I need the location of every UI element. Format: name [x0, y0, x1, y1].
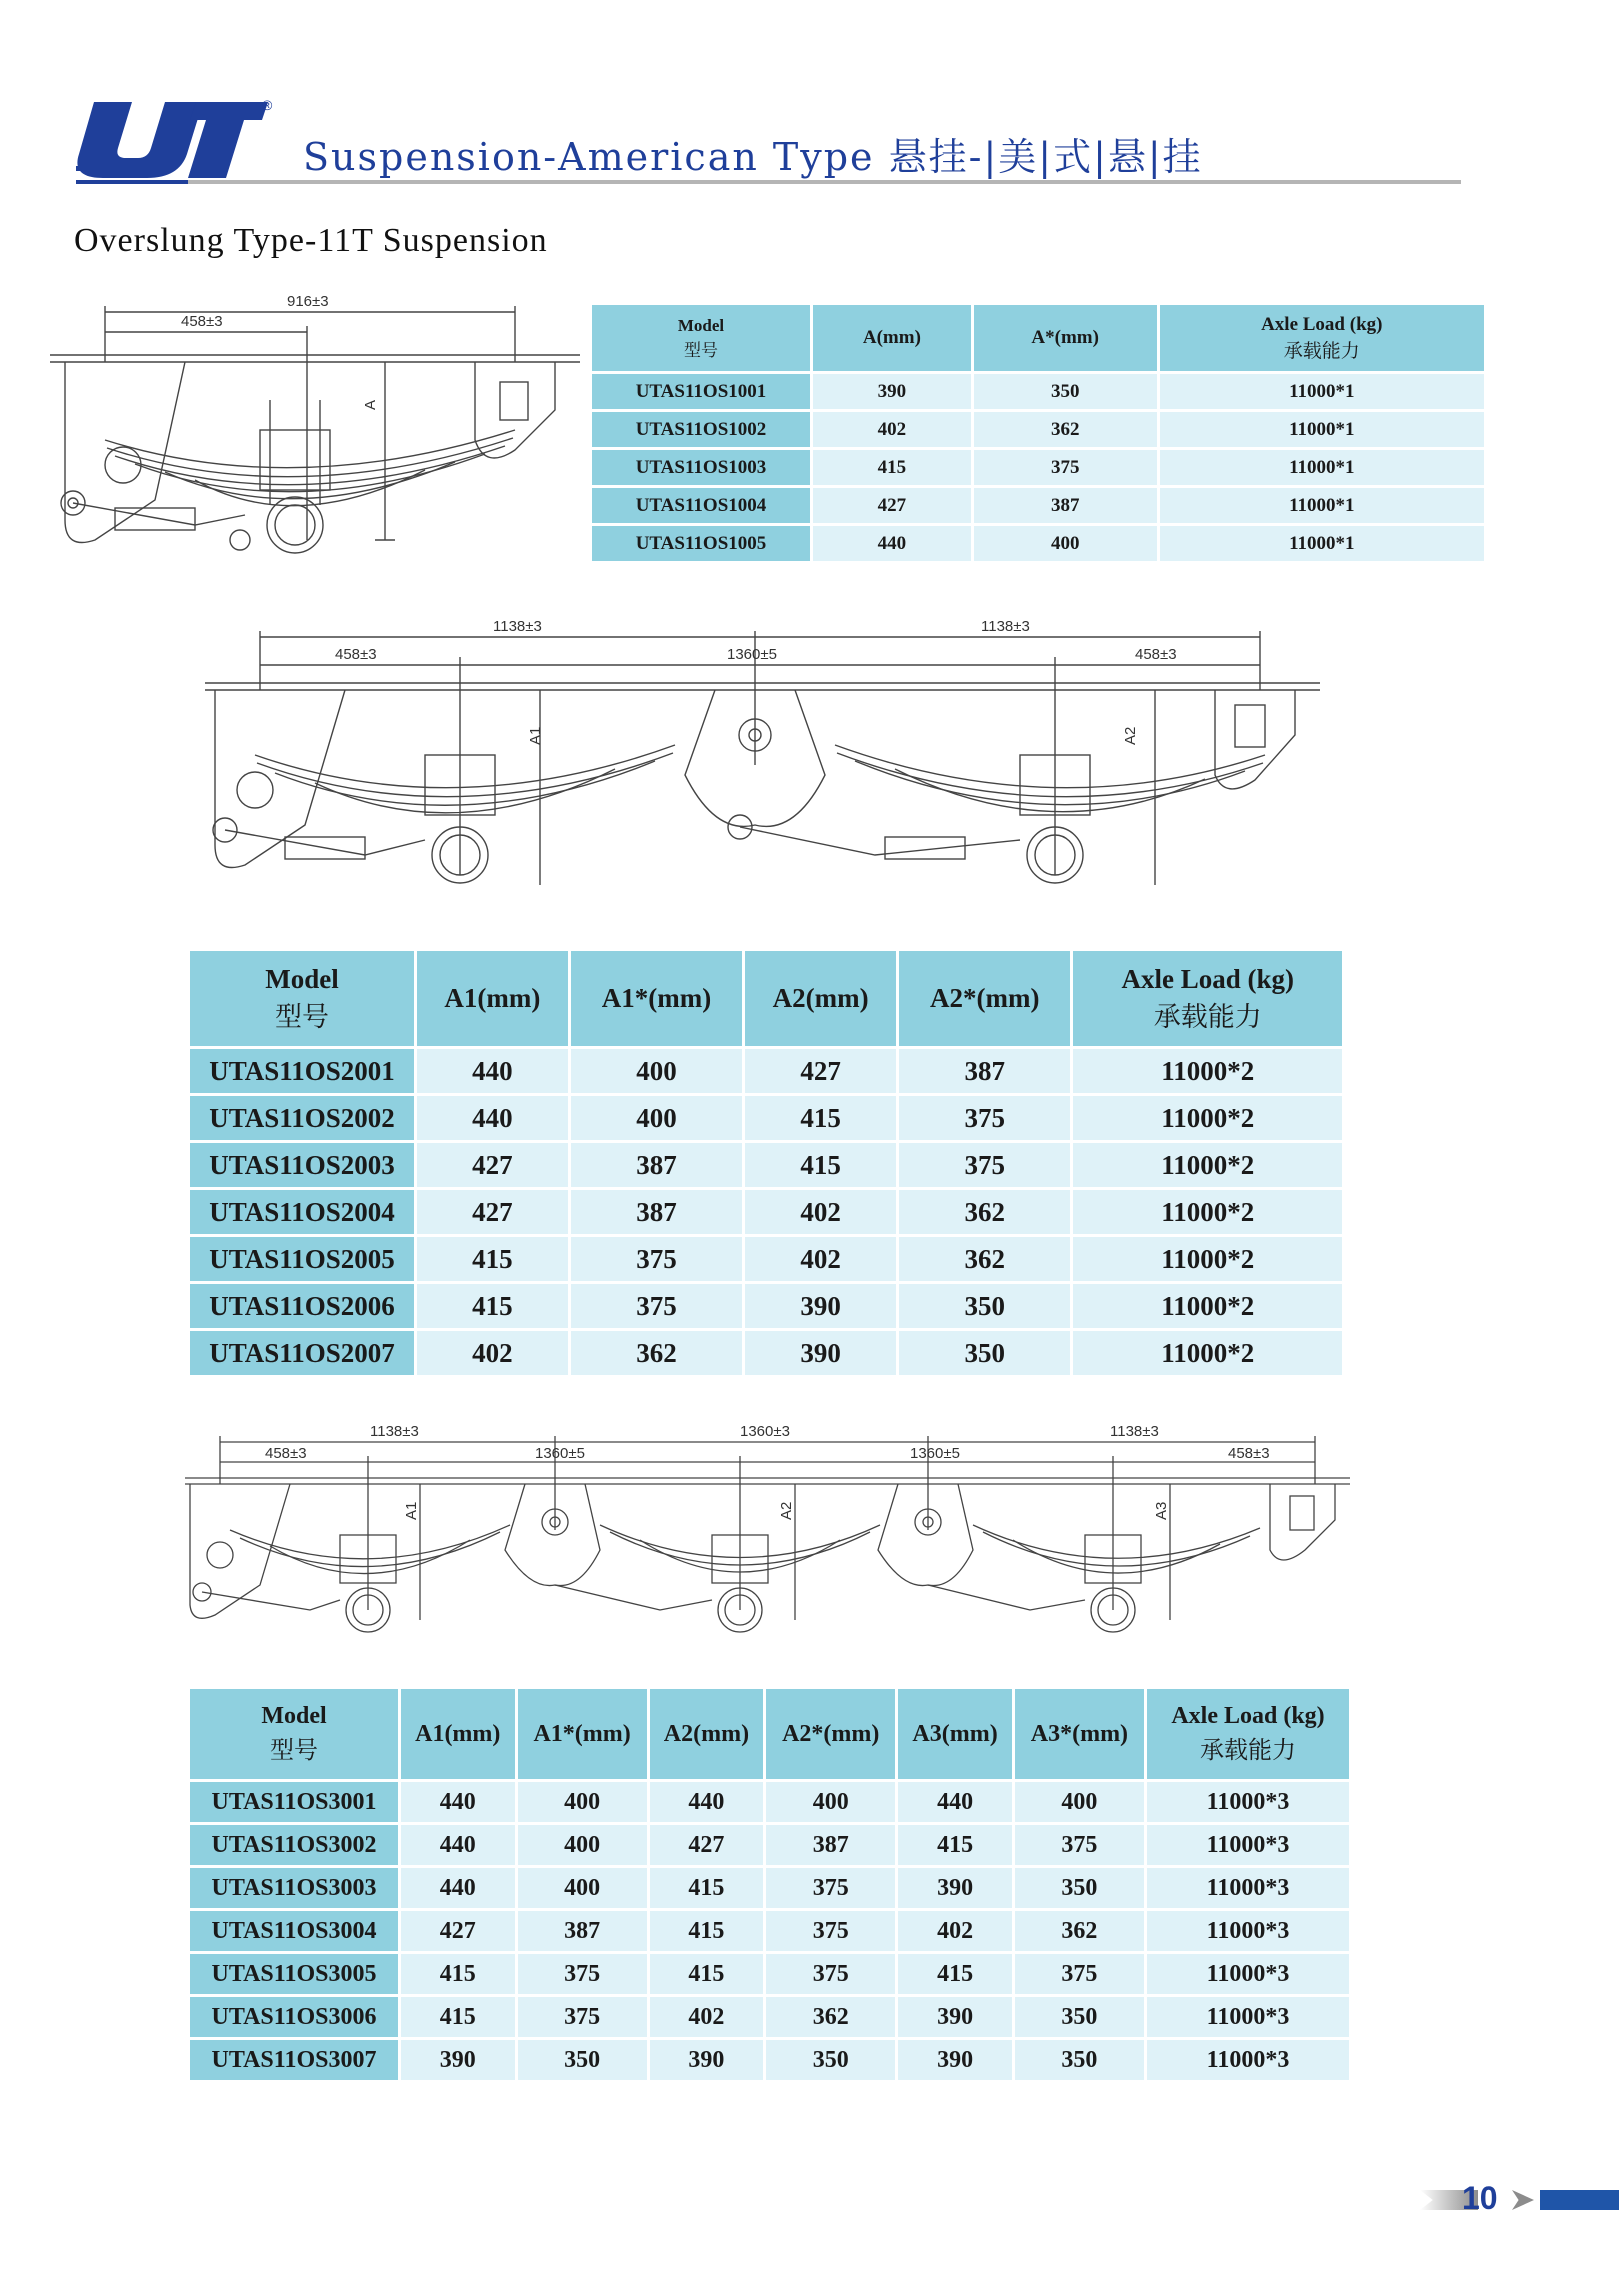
svg-text:1138±3: 1138±3 [370, 1423, 419, 1440]
value-cell: 402 [813, 412, 971, 447]
value-cell: 427 [650, 1825, 764, 1865]
value-cell: 11000*2 [1073, 1096, 1342, 1140]
value-cell: 375 [1015, 1825, 1144, 1865]
model-cell: UTAS11OS3005 [190, 1954, 398, 1994]
value-cell: 402 [650, 1997, 764, 2037]
table-row [190, 1096, 1342, 1140]
value-cell: 375 [766, 1868, 895, 1908]
svg-text:A3: A3 [1153, 1501, 1170, 1520]
value-cell: 400 [571, 1096, 743, 1140]
table-row [190, 1284, 1342, 1328]
table-header-row [190, 951, 1342, 1046]
header-a1-star: A1*(mm) [518, 1689, 647, 1779]
value-cell: 387 [899, 1049, 1071, 1093]
value-cell: 402 [417, 1331, 568, 1375]
value-cell: 375 [899, 1143, 1071, 1187]
value-cell: 440 [401, 1782, 515, 1822]
value-cell: 11000*2 [1073, 1143, 1342, 1187]
value-cell: 350 [899, 1284, 1071, 1328]
value-cell: 11000*3 [1147, 1868, 1349, 1908]
value-cell: 362 [974, 412, 1157, 447]
value-cell: 415 [813, 450, 971, 485]
value-cell: 440 [417, 1096, 568, 1140]
value-cell: 415 [650, 1868, 764, 1908]
value-cell: 11000*1 [1160, 450, 1484, 485]
value-cell: 415 [650, 1954, 764, 1994]
spec-table-single-axle [589, 302, 1487, 564]
spec-table-tri-axle [187, 1686, 1352, 2083]
value-cell: 387 [974, 488, 1157, 523]
value-cell: 427 [417, 1190, 568, 1234]
single-axle-drawing [45, 290, 585, 600]
model-cell: UTAS11OS1002 [592, 412, 810, 447]
svg-text:1360±5: 1360±5 [727, 646, 777, 663]
value-cell: 375 [518, 1997, 647, 2037]
value-cell: 427 [745, 1049, 896, 1093]
model-cell: UTAS11OS3007 [190, 2040, 398, 2080]
svg-text:916±3: 916±3 [287, 293, 329, 310]
header-axle-load: Axle Load (kg) 承载能力 [1147, 1689, 1349, 1779]
table-row [190, 1782, 1349, 1822]
header-a2-star: A2*(mm) [766, 1689, 895, 1779]
table-row [190, 1331, 1342, 1375]
svg-text:A: A [362, 399, 379, 410]
svg-text:458±3: 458±3 [1228, 1445, 1270, 1462]
tandem-axle-drawing [195, 615, 1325, 915]
value-cell: 440 [650, 1782, 764, 1822]
value-cell: 390 [813, 374, 971, 409]
page-header-title: Suspension-American Type 悬挂-|美|式|悬|挂 [303, 135, 1203, 179]
value-cell: 11000*3 [1147, 1782, 1349, 1822]
value-cell: 400 [571, 1049, 743, 1093]
value-cell: 390 [745, 1284, 896, 1328]
svg-text:A2: A2 [1122, 726, 1139, 745]
svg-text:458±3: 458±3 [265, 1445, 307, 1462]
page-bar-decoration [1540, 2190, 1619, 2210]
value-cell: 440 [898, 1782, 1012, 1822]
model-cell: UTAS11OS1005 [592, 526, 810, 561]
value-cell: 375 [571, 1284, 743, 1328]
table-row [592, 412, 1484, 447]
value-cell: 390 [650, 2040, 764, 2080]
value-cell: 427 [401, 1911, 515, 1951]
value-cell: 11000*1 [1160, 526, 1484, 561]
table-header-row [592, 305, 1484, 371]
value-cell: 415 [898, 1825, 1012, 1865]
header-a3: A3(mm) [898, 1689, 1012, 1779]
svg-text:1360±5: 1360±5 [910, 1445, 960, 1462]
table-row [190, 1997, 1349, 2037]
value-cell: 11000*3 [1147, 1997, 1349, 2037]
model-cell: UTAS11OS3006 [190, 1997, 398, 2037]
value-cell: 390 [898, 1997, 1012, 2037]
svg-text:458±3: 458±3 [1135, 646, 1177, 663]
table-row [592, 526, 1484, 561]
model-cell: UTAS11OS1003 [592, 450, 810, 485]
value-cell: 387 [518, 1911, 647, 1951]
table-row [190, 1143, 1342, 1187]
value-cell: 375 [571, 1237, 743, 1281]
value-cell: 11000*2 [1073, 1049, 1342, 1093]
value-cell: 11000*3 [1147, 1825, 1349, 1865]
value-cell: 427 [813, 488, 971, 523]
header-a1: A1(mm) [401, 1689, 515, 1779]
header-a1: A1(mm) [417, 951, 568, 1046]
value-cell: 390 [745, 1331, 896, 1375]
svg-text:458±3: 458±3 [335, 646, 377, 663]
table-row [592, 488, 1484, 523]
value-cell: 11000*3 [1147, 2040, 1349, 2080]
table-body [190, 1782, 1349, 2080]
header-a2: A2(mm) [650, 1689, 764, 1779]
value-cell: 440 [813, 526, 971, 561]
table-row [592, 450, 1484, 485]
section-title: Overslung Type-11T Suspension [74, 222, 548, 259]
value-cell: 415 [401, 1997, 515, 2037]
table-body [190, 1049, 1342, 1375]
table-row [190, 1237, 1342, 1281]
header-axle-load: Axle Load (kg) 承载能力 [1160, 305, 1484, 371]
value-cell: 400 [766, 1782, 895, 1822]
table-body [592, 374, 1484, 561]
value-cell: 362 [899, 1190, 1071, 1234]
value-cell: 415 [417, 1237, 568, 1281]
value-cell: 11000*2 [1073, 1284, 1342, 1328]
model-cell: UTAS11OS3004 [190, 1911, 398, 1951]
svg-text:1138±3: 1138±3 [981, 618, 1030, 635]
value-cell: 415 [745, 1143, 896, 1187]
value-cell: 390 [898, 1868, 1012, 1908]
value-cell: 415 [401, 1954, 515, 1994]
value-cell: 350 [766, 2040, 895, 2080]
tri-axle-drawing [180, 1420, 1355, 1650]
value-cell: 400 [518, 1868, 647, 1908]
table-row [190, 1868, 1349, 1908]
value-cell: 402 [898, 1911, 1012, 1951]
svg-text:1138±3: 1138±3 [1110, 1423, 1159, 1440]
value-cell: 390 [898, 2040, 1012, 2080]
header-model: Model 型号 [190, 1689, 398, 1779]
model-cell: UTAS11OS2001 [190, 1049, 414, 1093]
table-row [190, 1825, 1349, 1865]
header-model: Model 型号 [592, 305, 810, 371]
value-cell: 387 [571, 1143, 743, 1187]
value-cell: 427 [417, 1143, 568, 1187]
page-number: 10 [1462, 2180, 1498, 2216]
spec-table-tandem-axle [187, 948, 1345, 1378]
value-cell: 11000*2 [1073, 1331, 1342, 1375]
header-divider-accent [76, 180, 188, 184]
value-cell: 350 [518, 2040, 647, 2080]
value-cell: 375 [899, 1096, 1071, 1140]
model-cell: UTAS11OS3001 [190, 1782, 398, 1822]
value-cell: 350 [1015, 1868, 1144, 1908]
svg-text:A2: A2 [778, 1501, 795, 1520]
page-arrow-right-decoration [1512, 2190, 1534, 2210]
value-cell: 362 [766, 1997, 895, 2037]
value-cell: 400 [974, 526, 1157, 561]
value-cell: 400 [518, 1825, 647, 1865]
value-cell: 362 [1015, 1911, 1144, 1951]
model-cell: UTAS11OS3002 [190, 1825, 398, 1865]
table-row [190, 1190, 1342, 1234]
header-a1-star: A1*(mm) [571, 951, 743, 1046]
model-cell: UTAS11OS1001 [592, 374, 810, 409]
value-cell: 400 [1015, 1782, 1144, 1822]
svg-text:®: ® [262, 97, 273, 113]
value-cell: 415 [745, 1096, 896, 1140]
model-cell: UTAS11OS2002 [190, 1096, 414, 1140]
value-cell: 350 [974, 374, 1157, 409]
header-divider [76, 180, 1461, 184]
svg-text:A1: A1 [403, 1501, 420, 1520]
model-cell: UTAS11OS2007 [190, 1331, 414, 1375]
value-cell: 11000*2 [1073, 1237, 1342, 1281]
value-cell: 390 [401, 2040, 515, 2080]
value-cell: 362 [899, 1237, 1071, 1281]
value-cell: 440 [417, 1049, 568, 1093]
table-header-row [190, 1689, 1349, 1779]
header-a-star: A*(mm) [974, 305, 1157, 371]
value-cell: 11000*3 [1147, 1911, 1349, 1951]
value-cell: 387 [571, 1190, 743, 1234]
svg-text:458±3: 458±3 [181, 313, 223, 330]
value-cell: 415 [650, 1911, 764, 1951]
value-cell: 350 [1015, 1997, 1144, 2037]
header-a3-star: A3*(mm) [1015, 1689, 1144, 1779]
value-cell: 11000*2 [1073, 1190, 1342, 1234]
value-cell: 11000*1 [1160, 412, 1484, 447]
header-a: A(mm) [813, 305, 971, 371]
value-cell: 415 [898, 1954, 1012, 1994]
value-cell: 375 [766, 1911, 895, 1951]
svg-text:A1: A1 [527, 726, 544, 745]
value-cell: 402 [745, 1237, 896, 1281]
value-cell: 375 [1015, 1954, 1144, 1994]
value-cell: 440 [401, 1825, 515, 1865]
model-cell: UTAS11OS2005 [190, 1237, 414, 1281]
table-row [190, 2040, 1349, 2080]
table-row [190, 1911, 1349, 1951]
value-cell: 362 [571, 1331, 743, 1375]
value-cell: 400 [518, 1782, 647, 1822]
model-cell: UTAS11OS1004 [592, 488, 810, 523]
model-cell: UTAS11OS2004 [190, 1190, 414, 1234]
svg-text:1360±5: 1360±5 [535, 1445, 585, 1462]
table-row [592, 374, 1484, 409]
value-cell: 387 [766, 1825, 895, 1865]
value-cell: 415 [417, 1284, 568, 1328]
table-row [190, 1954, 1349, 1994]
value-cell: 11000*3 [1147, 1954, 1349, 1994]
model-cell: UTAS11OS2003 [190, 1143, 414, 1187]
value-cell: 440 [401, 1868, 515, 1908]
value-cell: 350 [1015, 2040, 1144, 2080]
value-cell: 402 [745, 1190, 896, 1234]
svg-text:1138±3: 1138±3 [493, 618, 542, 635]
ut-logo [76, 96, 276, 180]
value-cell: 375 [974, 450, 1157, 485]
value-cell: 375 [518, 1954, 647, 1994]
header-a2-star: A2*(mm) [899, 951, 1071, 1046]
model-cell: UTAS11OS3003 [190, 1868, 398, 1908]
header-model: Model 型号 [190, 951, 414, 1046]
value-cell: 11000*1 [1160, 488, 1484, 523]
table-row [190, 1049, 1342, 1093]
model-cell: UTAS11OS2006 [190, 1284, 414, 1328]
header-a2: A2(mm) [745, 951, 896, 1046]
header-axle-load: Axle Load (kg) 承载能力 [1073, 951, 1342, 1046]
value-cell: 11000*1 [1160, 374, 1484, 409]
svg-text:1360±3: 1360±3 [740, 1423, 790, 1440]
value-cell: 375 [766, 1954, 895, 1994]
value-cell: 350 [899, 1331, 1071, 1375]
